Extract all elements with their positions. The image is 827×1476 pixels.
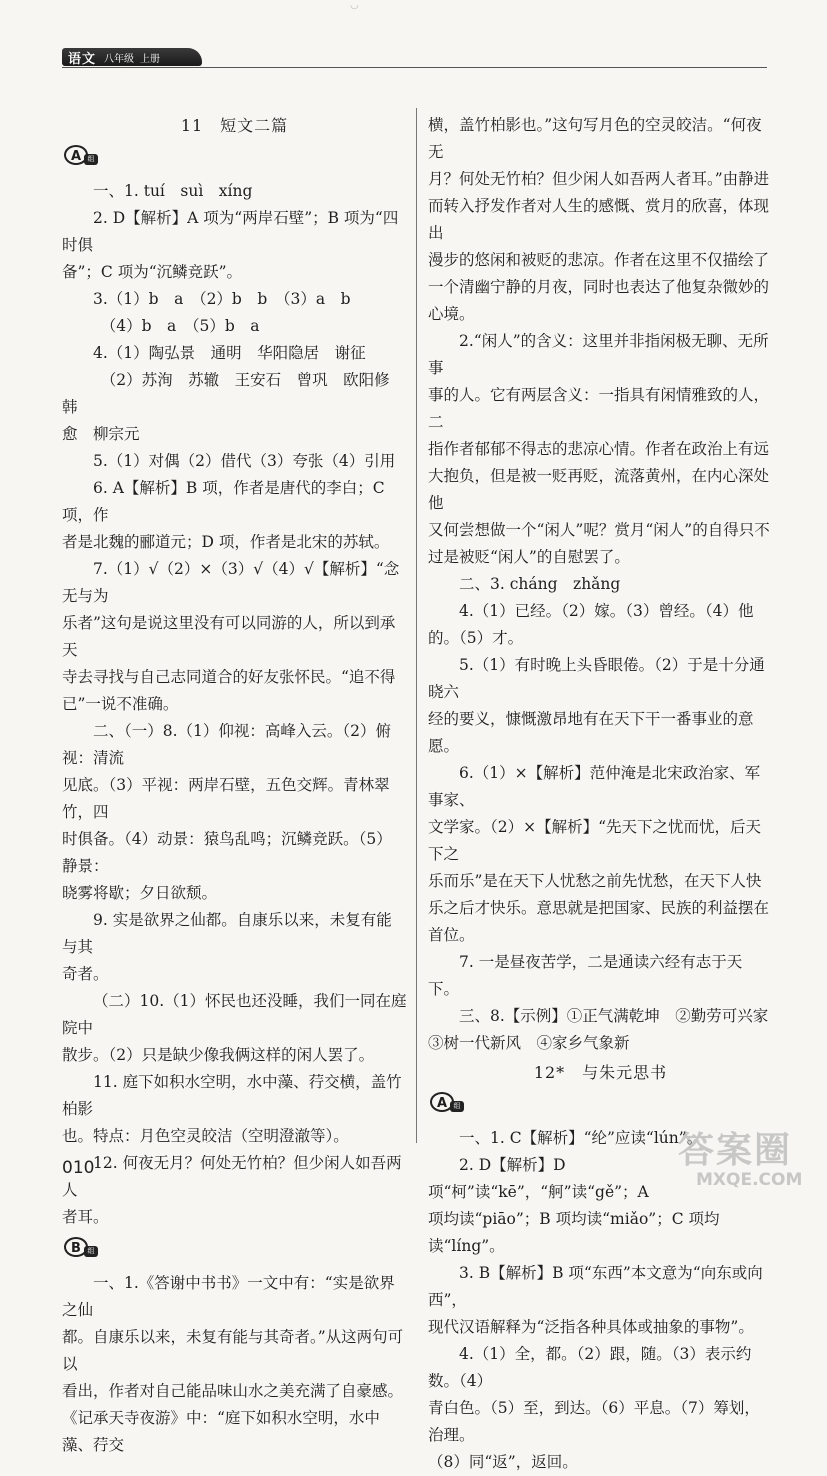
answers-group-a <box>62 178 407 1231</box>
text-line: 也。特点：月色空灵皎洁（空明澄澈等）。 <box>62 1127 349 1145</box>
text-line: 者耳。 <box>62 1208 109 1226</box>
text-line: 二、3. cháng zhǎng <box>459 575 621 593</box>
text-line: 二、（一）8.（1）仰视：高峰入云。（2）俯视：清流 <box>62 722 392 767</box>
header-term: 上册 <box>140 53 161 65</box>
text-line: 时俱备。（4）动景：猿鸟乱鸣；沉鳞竞跃。（5）静景： <box>62 830 392 875</box>
text-line: 又何尝想做一个“闲人”呢？赏月“闲人”的自得只不 <box>428 521 770 539</box>
text-line: 7. 一是昼夜苦学，二是通读六经有志于天下。 <box>428 953 743 998</box>
text-line: 愈 柳宗元 <box>62 425 140 443</box>
text-line: 4.（1）已经。（2）嫁。（3）曾经。（4）他的。（5）才。 <box>428 602 754 647</box>
text-line: （4）b a （5）b a <box>93 317 260 335</box>
text-line: 一、1.《答谢中书书》一文中有：“实是欲界之仙 <box>62 1274 395 1319</box>
text-line: 晓雾将歇；夕日欲颓。 <box>62 884 218 902</box>
text-line: （8）同“返”，返回。 <box>428 1453 578 1471</box>
text-line: 乐而乐”是在天下人忧愁之前先忧愁，在天下人快 <box>428 872 762 890</box>
text-line: 5.（1）对偶（2）借代（3）夸张（4）引用 <box>93 452 396 470</box>
text-line: 项均读“piāo”；B 项均读“miǎo”；C 项均读“líng”。 <box>428 1210 720 1255</box>
text-line: 一个清幽宁静的月夜，同时也表达了他复杂微妙的 <box>428 278 770 296</box>
text-line: 《记承天寺夜游》中：“庭下如积水空明，水中藻、荇交 <box>62 1409 380 1454</box>
text-line: 6.（1）×【解析】范仲淹是北宋政治家、军事家、 <box>428 764 761 809</box>
text-line: 2.“闲人”的含义：这里并非指闲极无聊、无所事 <box>428 332 769 377</box>
text-line: 看出，作者对自己能品味山水之美充满了自豪感。 <box>62 1382 404 1400</box>
text-line: 一、1. C【解析】“纶”应读“lún”。 <box>459 1129 703 1147</box>
text-line: 奇者。 <box>62 965 109 983</box>
text-line: 而转入抒发作者对人生的感慨、赏月的欣喜，体现出 <box>428 197 770 242</box>
text-line: 11. 庭下如积水空明，水中藻、荇交横，盖竹柏影 <box>62 1073 402 1118</box>
text-line: 2. D【解析】D 项“柯”读“kē”，“舸”读“gě”；A <box>428 1156 649 1201</box>
text-line: 5.（1）有时晚上头昏眼倦。（2）于是十分通晓六 <box>428 656 765 701</box>
section-title-11: 11 短文二篇 <box>180 116 289 135</box>
text-line: 一、1. tuí suì xíng <box>93 182 253 200</box>
text-line: 3. B【解析】B 项“东西”本文意为“向东或向西”， <box>428 1264 763 1309</box>
text-line: 2. D【解析】A 项为“两岸石壁”；B 项为“四时俱 <box>62 209 399 254</box>
text-line: ③树一代新风 ④家乡气象新 <box>428 1034 630 1052</box>
text-line: 事的人。它有两层含义：一指具有闲情雅致的人，二 <box>428 386 770 431</box>
text-line: 月？何处无竹柏？但少闲人如吾两人者耳。”由静进 <box>428 170 770 188</box>
text-line: 漫步的悠闲和被贬的悲凉。作者在这里不仅描绘了 <box>428 251 770 269</box>
header-rule <box>62 67 767 68</box>
text-line: 经的要义，慷慨激昂地有在天下干一番事业的意愿。 <box>428 710 754 755</box>
group-a-badge-icon-2 <box>428 1092 468 1114</box>
group-b-badge-icon <box>62 1237 102 1259</box>
left-column <box>62 112 407 1459</box>
text-line: 心境。 <box>428 305 475 323</box>
group-a-badge-icon <box>62 145 102 167</box>
text-line: 备”；C 项为“沉鳞竞跃”。 <box>62 263 243 281</box>
watermark-text: 答案圈 <box>678 1130 793 1171</box>
watermark-site: MXQE.COM <box>696 1170 803 1190</box>
answers-continued <box>428 112 773 1057</box>
answers-group-b <box>62 1270 407 1459</box>
badge-tag: 组 <box>84 1246 98 1257</box>
text-line: 青白色。（5）至，到达。（6）平息。（7）筹划，治理。 <box>428 1399 760 1444</box>
text-line: 4.（1）陶弘景 通明 华阳隐居 谢征 <box>93 344 366 362</box>
text-line: 指作者郁郁不得志的悲凉心情。作者在政治上有远 <box>428 440 770 458</box>
text-line: 见底。（3）平视：两岸石壁，五色交辉。青林翠竹，四 <box>62 776 390 821</box>
header-subject-band <box>62 48 202 66</box>
text-line: 三、8.【示例】①正气满乾坤 ②勤劳可兴家 <box>459 1007 769 1025</box>
text-line: 首位。 <box>428 926 475 944</box>
text-line: 6. A【解析】B 项，作者是唐代的李白；C 项，作 <box>62 479 385 524</box>
section-title-12: 12* 与朱元思书 <box>533 1063 668 1082</box>
text-line: 者是北魏的郦道元；D 项，作者是北宋的苏轼。 <box>62 533 390 551</box>
text-line: 文学家。（2）×【解析】“先天下之忧而忧，后天下之 <box>428 818 762 863</box>
text-line: 7.（1）√（2）×（3）√（4）√【解析】“念无与为 <box>62 560 400 605</box>
badge-tag: 组 <box>84 154 98 165</box>
page-number: 010 <box>62 1158 95 1178</box>
right-column <box>428 112 773 1476</box>
text-line: 现代汉语解释为“泛指各种具体或抽象的事物”。 <box>428 1318 754 1336</box>
watermark-logo <box>672 1118 822 1196</box>
badge-letter: A <box>430 1092 454 1112</box>
text-line: 3.（1）b a （2）b b （3）a b <box>93 290 351 308</box>
text-line: 乐之后才快乐。意思就是把国家、民族的利益摆在 <box>428 899 770 917</box>
text-line: （二）10.（1）怀民也还没睡，我们一同在庭院中 <box>62 992 407 1037</box>
text-line: 9. 实是欲界之仙都。自康乐以来，未复有能与其 <box>62 911 392 956</box>
header-subject: 语文 <box>68 51 97 67</box>
badge-letter: B <box>64 1237 88 1257</box>
text-line: （2）苏洵 苏辙 王安石 曾巩 欧阳修 韩 <box>62 371 406 416</box>
badge-letter: A <box>64 145 88 165</box>
text-line: 大抱负，但是被一贬再贬，流落黄州，在内心深处他 <box>428 467 770 512</box>
text-line: 横，盖竹柏影也。”这句写月色的空灵皎洁。“何夜无 <box>428 116 762 161</box>
text-line: 4.（1）全，都。（2）跟，随。（3）表示约数。（4） <box>428 1345 752 1390</box>
text-line: 12. 何夜无月？何处无竹柏？但少闲人如吾两人 <box>62 1154 402 1199</box>
text-line: 都。自康乐以来，未复有能与其奇者。”从这两句可以 <box>62 1328 404 1373</box>
badge-tag: 组 <box>450 1101 464 1112</box>
text-line: 乐者”这句是说这里没有可以同游的人，所以到承天 <box>62 614 396 659</box>
header-grade: 八年级 <box>104 53 135 65</box>
text-line: 散步。（2）只是缺少像我俩这样的闲人罢了。 <box>62 1046 375 1064</box>
text-line: 已”一说不准确。 <box>62 695 179 713</box>
text-line: 过是被贬“闲人”的自慰罢了。 <box>428 548 630 566</box>
column-divider <box>416 108 417 1143</box>
top-edge-mark: ◡ <box>350 0 359 11</box>
text-line: 寺去寻找与自己志同道合的好友张怀民。“追不得 <box>62 668 396 686</box>
